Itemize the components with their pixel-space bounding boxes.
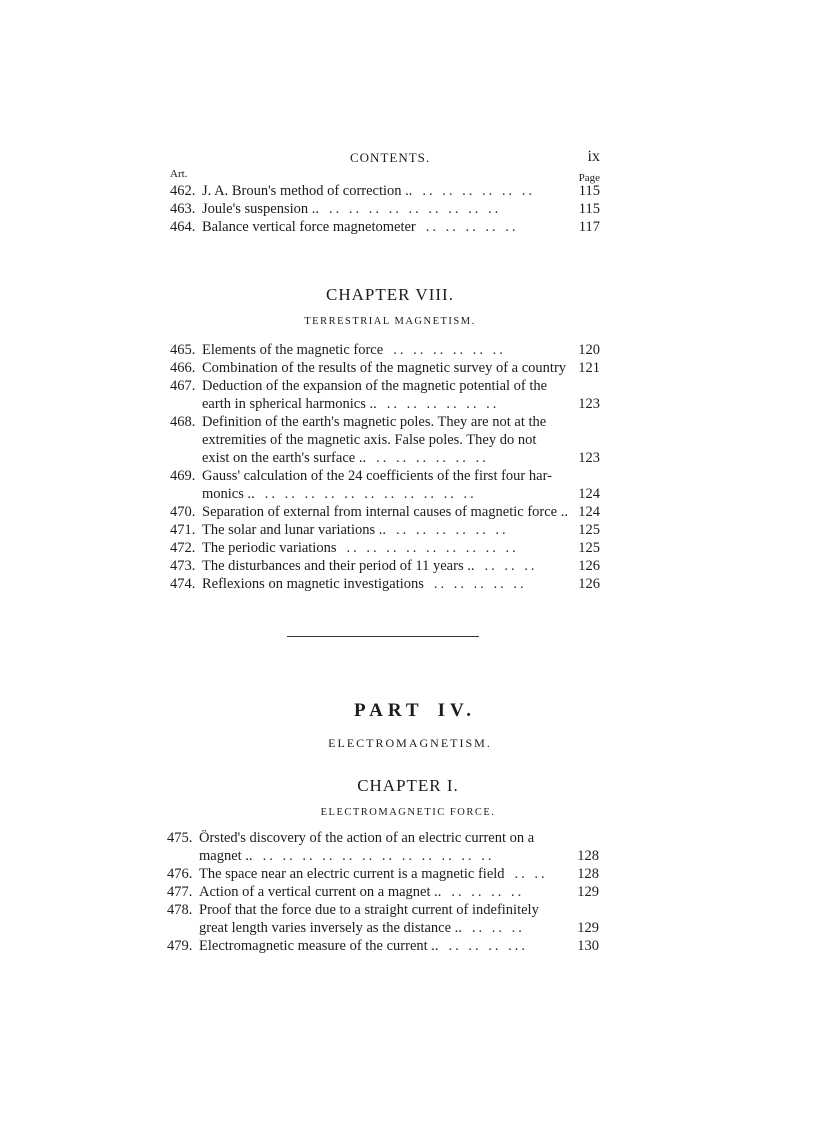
- toc-entry-line: [167, 865, 599, 883]
- toc-entry-line: [167, 829, 599, 847]
- entry-page-number: 128: [577, 866, 599, 882]
- chapter-i-title: CHAPTER I.: [357, 776, 459, 795]
- chapter-viii-title: CHAPTER VIII.: [326, 285, 454, 304]
- dot-leaders: .. .. .. .. .. .. .. .. .. .. ..: [264, 486, 477, 502]
- toc-entry-line: [170, 341, 600, 359]
- toc-entry: [170, 341, 600, 359]
- entry-page-number: 123: [578, 450, 600, 466]
- entry-page-number: 117: [578, 219, 600, 235]
- article-number: 467.: [170, 378, 196, 394]
- part-roman-numeral: IV.: [437, 700, 477, 721]
- dot-leaders: .. .. .. .. ..: [433, 576, 527, 592]
- entry-text: The periodic variations: [202, 540, 337, 556]
- entry-text: Action of a vertical current on a magnet ..: [199, 884, 442, 900]
- part-iv-subtitle: ELECTROMAGNETISM.: [328, 736, 492, 750]
- toc-entry: [170, 467, 600, 503]
- toc-entry: [167, 865, 599, 883]
- toc-entry-line: [170, 431, 600, 449]
- dot-leaders: .. .. .. .. .. ..: [393, 342, 506, 358]
- dot-leaders: .. .. .. .. .. .. .. .. .. .. .. ..: [262, 848, 495, 864]
- entry-page-number: 126: [578, 558, 600, 574]
- entry-page-number: 129: [577, 920, 599, 936]
- chapter-viii-entries: [170, 341, 600, 593]
- entry-page-number: 124: [578, 486, 600, 502]
- entry-text: Proof that the force due to a straight current of indefinitely: [199, 902, 539, 918]
- article-number: 466.: [170, 360, 196, 376]
- toc-entry-line: [170, 503, 600, 521]
- toc-entry: [170, 200, 600, 218]
- entry-text: magnet ..: [199, 848, 253, 864]
- dot-leaders: .. .. .. ...: [448, 938, 529, 954]
- entry-text: The space near an electric current is a magnetic field: [199, 866, 505, 882]
- toc-entry: [170, 377, 600, 413]
- entry-page-number: 124: [578, 504, 600, 520]
- toc-entry-line: [170, 485, 600, 503]
- dot-leaders: .. .. .. .. ..: [425, 219, 519, 235]
- toc-entry-line: [170, 521, 600, 539]
- section-divider: [287, 636, 479, 637]
- entry-page-number: 128: [577, 848, 599, 864]
- entry-text: Separation of external from internal causes of magnetic force ..: [202, 504, 568, 520]
- entry-page-number: 125: [578, 540, 600, 556]
- toc-entry-line: [170, 539, 600, 557]
- entry-page-number: 115: [578, 183, 600, 199]
- toc-entry: [167, 937, 599, 955]
- toc-entry-line: [167, 901, 599, 919]
- toc-entry-line: [170, 413, 600, 431]
- entry-text: The disturbances and their period of 11 years ..: [202, 558, 475, 574]
- toc-entry-line: [170, 200, 600, 218]
- toc-entry-line: [170, 218, 600, 236]
- entry-text: J. A. Broun's method of correction ..: [202, 183, 413, 199]
- page-number: ix: [587, 148, 600, 165]
- entry-text: Electromagnetic measure of the current ..: [199, 938, 439, 954]
- art-column-head: Art.: [170, 168, 188, 180]
- toc-entry-line: [170, 377, 600, 395]
- dot-leaders: .. .. ..: [471, 920, 525, 936]
- article-number: 462.: [170, 183, 196, 199]
- entry-text: monics ..: [202, 486, 255, 502]
- toc-entry: [167, 901, 599, 937]
- toc-entry: [170, 182, 600, 200]
- entry-page-number: 123: [578, 396, 600, 412]
- page-column-head: Page: [578, 172, 600, 184]
- toc-entry-line: [167, 919, 599, 937]
- article-number: 470.: [170, 504, 196, 520]
- chapter-viii-subtitle: TERRESTRIAL MAGNETISM.: [304, 316, 476, 327]
- contents-section-part3-end: [170, 182, 600, 236]
- dot-leaders: .. ..: [514, 866, 548, 882]
- entry-text: Combination of the results of the magnetic survey of a country: [202, 360, 567, 376]
- entry-text: Balance vertical force magnetometer: [202, 219, 416, 235]
- entry-text: Reflexions on magnetic investigations: [202, 576, 424, 592]
- entry-page-number: 129: [577, 884, 599, 900]
- toc-entry: [170, 218, 600, 236]
- dot-leaders: .. .. .. .. .. .. .. .. ..: [329, 201, 502, 217]
- toc-entry: [170, 503, 600, 521]
- running-head-title: CONTENTS.: [350, 150, 431, 165]
- article-number: 471.: [170, 522, 196, 538]
- toc-entry: [170, 575, 600, 593]
- toc-entry-line: [170, 359, 600, 377]
- article-number: 472.: [170, 540, 196, 556]
- entry-text: Joule's suspension ..: [202, 201, 320, 217]
- dot-leaders: .. .. .. .. .. ..: [422, 183, 536, 199]
- toc-entry: [167, 829, 599, 865]
- entry-page-number: 125: [578, 522, 600, 538]
- article-number: 469.: [170, 468, 196, 484]
- article-number: 479.: [167, 938, 193, 954]
- entry-page-number: 126: [578, 576, 600, 592]
- entry-text: earth in spherical harmonics ..: [202, 396, 377, 412]
- toc-entry: [170, 359, 600, 377]
- article-number: 465.: [170, 342, 196, 358]
- chapter-i-entries: [167, 829, 599, 955]
- dot-leaders: .. .. .. .. .. ..: [376, 450, 489, 466]
- toc-entry: [170, 557, 600, 575]
- article-number: 464.: [170, 219, 196, 235]
- entry-page-number: 120: [578, 342, 600, 358]
- chapter-i-subtitle: ELECTROMAGNETIC FORCE.: [320, 807, 496, 818]
- toc-entry-line: [167, 847, 599, 865]
- toc-entry-line: [170, 395, 600, 413]
- entry-text: extremities of the magnetic axis. False poles. They do not: [202, 432, 537, 448]
- article-number: 473.: [170, 558, 196, 574]
- dot-leaders: .. .. .. ..: [451, 884, 525, 900]
- toc-entry-line: [170, 557, 600, 575]
- toc-entry-line: [170, 182, 600, 200]
- toc-entry: [167, 883, 599, 901]
- entry-text: Elements of the magnetic force: [202, 342, 384, 358]
- toc-entry-line: [170, 467, 600, 485]
- entry-text: Definition of the earth's magnetic poles. They are not at the: [202, 414, 547, 430]
- entry-page-number: 115: [578, 201, 600, 217]
- dot-leaders: .. .. ..: [484, 558, 538, 574]
- entry-text: Gauss' calculation of the 24 coefficients of the first four har-: [202, 468, 552, 484]
- article-number: 475.: [167, 830, 193, 846]
- entry-text: Deduction of the expansion of the magnetic potential of the: [202, 378, 548, 394]
- toc-entry-line: [167, 883, 599, 901]
- toc-entry-line: [170, 449, 600, 467]
- entry-text: Örsted's discovery of the action of an electric current on a: [199, 830, 535, 846]
- article-number: 463.: [170, 201, 196, 217]
- article-number: 478.: [167, 902, 193, 918]
- entry-text: exist on the earth's surface ..: [202, 450, 367, 466]
- article-number: 477.: [167, 884, 193, 900]
- dot-leaders: .. .. .. .. .. .. .. .. ..: [346, 540, 519, 556]
- entry-text: great length varies inversely as the distance ..: [199, 920, 462, 936]
- part-word: PART: [353, 700, 424, 721]
- dot-leaders: .. .. .. .. .. ..: [396, 522, 509, 538]
- article-number: 468.: [170, 414, 196, 430]
- entry-text: The solar and lunar variations ..: [202, 522, 387, 538]
- toc-entry: [170, 521, 600, 539]
- toc-entry-line: [167, 937, 599, 955]
- part-iv-title: [300, 700, 530, 722]
- article-number: 476.: [167, 866, 193, 882]
- dot-leaders: .. .. .. .. .. ..: [386, 396, 500, 412]
- toc-entry-line: [170, 575, 600, 593]
- toc-entry: [170, 539, 600, 557]
- toc-entry: [170, 413, 600, 467]
- article-number: 474.: [170, 576, 196, 592]
- entry-page-number: 121: [578, 360, 600, 376]
- entry-page-number: 130: [577, 938, 599, 954]
